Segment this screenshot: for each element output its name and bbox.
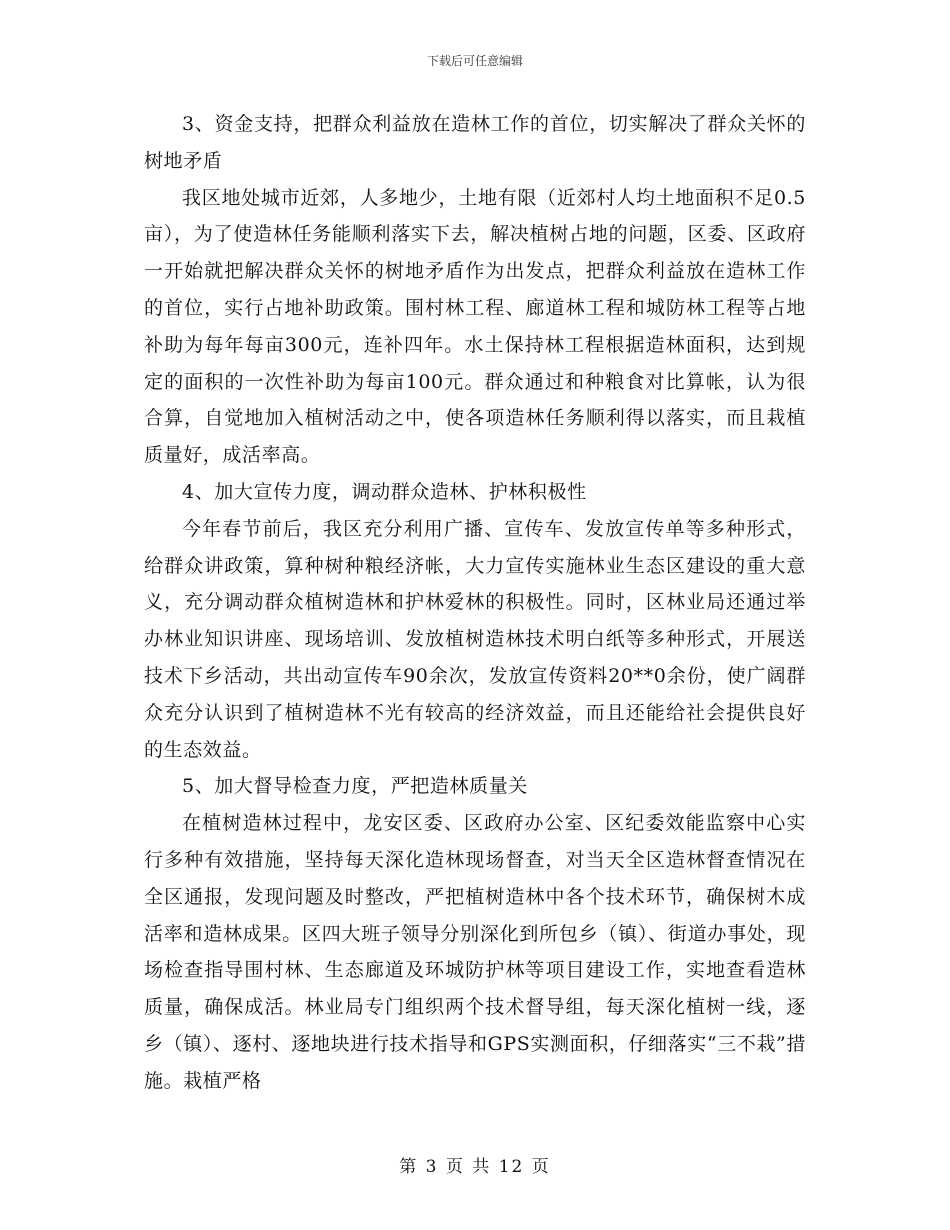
paragraph-funding-details: 我区地处城市近郊，人多地少，土地有限（近郊村人均土地面积不足0.5亩），为了使造林任务能顺利落实下去，解决植树占地的问题，区委、区政府一开始就把解决群众关怀的树地矛盾作为出发点，把群众利益放在造林工作的首位，实行占地补助政策。围村林工程、廊道林工程和城防林工程等占地补助为每年每亩300元，连补四年。水土保持林工程根据造林面积，达到规定的面积的一次性补助为每亩100元。群众通过和种粮食对比算帐，认为很合算，自觉地加入植树活动之中，使各项造林任务顺利得以落实，而且栽植质量好，成活率高。 bbox=[144, 186, 806, 467]
page-header: 下载后可任意编辑 bbox=[426, 54, 523, 68]
document-body bbox=[144, 106, 806, 1100]
paragraph-publicity-details: 今年春节前后，我区充分利用广播、宣传车、发放宣传单等多种形式，给群众讲政策，算种树种粮经济帐，大力宣传实施林业生态区建设的重大意义，充分调动群众植树造林和护林爱林的积极性。同时，区林业局还通过举办林业知识讲座、现场培训、发放植树造林技术明白纸等多种形式，开展送技术下乡活动，共出动宣传车90余次，发放宣传资料20**0余份，使广阔群众充分认识到了植树造林不光有较高的经济效益，而且还能给社会提供良好的生态效益。 bbox=[144, 517, 806, 761]
paragraph-supervision-details: 在植树造林过程中，龙安区委、区政府办公室、区纪委效能监察中心实行多种有效措施，坚持每天深化造林现场督查，对当天全区造林督查情况在全区通报，发现问题及时整改，严把植树造林中各个技术环节，确保树木成活率和造林成果。区四大班子领导分别深化到所包乡（镇）、街道办事处，现场检查指导围村林、生态廊道及环城防护林等项目建设工作，实地查看造林质量，确保成活。林业局专门组织两个技术督导组，每天深化植树一线，逐乡（镇）、逐村、逐地块进行技术指导和GPS实测面积，仔细落实“三不栽”措施。栽植严格 bbox=[144, 812, 806, 1092]
heading-publicity: 4、加大宣传力度，调动群众造林、护林积极性 bbox=[182, 480, 587, 503]
heading-funding-support: 3、资金支持，把群众利益放在造林工作的首位，切实解决了群众关怀的树地矛盾 bbox=[144, 113, 806, 172]
page-footer: 第 3 页 共 12 页 bbox=[399, 1157, 551, 1177]
heading-supervision: 5、加大督导检查力度，严把造林质量关 bbox=[182, 775, 528, 798]
